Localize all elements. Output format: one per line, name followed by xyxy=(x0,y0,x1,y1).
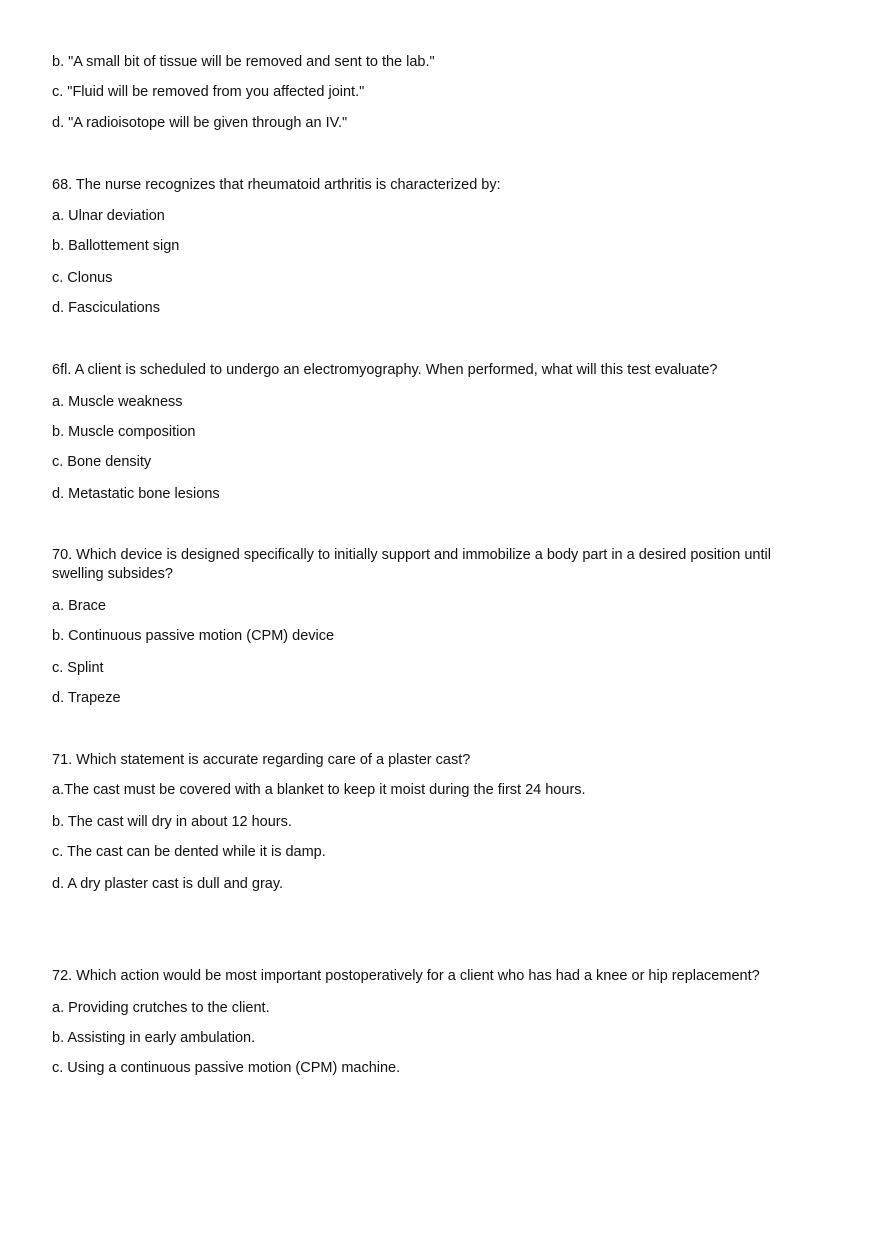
prev-option-d: d. "A radioisotope will be given through an IV." xyxy=(52,115,348,131)
q68-option-b: b. Ballottement sign xyxy=(52,238,180,254)
q69-option-d: d. Metastatic bone lesions xyxy=(52,486,220,502)
q72-option-a: a. Providing crutches to the client. xyxy=(52,1000,270,1016)
q70-option-b: b. Continuous passive motion (CPM) device xyxy=(52,628,335,644)
question-71: 71. Which statement is accurate regarding care of a plaster cast? xyxy=(52,752,471,768)
question-72: 72. Which action would be most important postoperatively for a client who has had a knee or hip replacement? xyxy=(52,968,760,984)
q70-option-a: a. Brace xyxy=(52,598,106,614)
q69-option-c: c. Bone density xyxy=(52,454,152,470)
q69-option-b: b. Muscle composition xyxy=(52,424,196,440)
question-68: 68. The nurse recognizes that rheumatoid arthritis is characterized by: xyxy=(52,177,501,193)
question-69: 6fl. A client is scheduled to undergo an electromyography. When performed, what will this test evaluate? xyxy=(52,362,718,378)
q69-option-a: a. Muscle weakness xyxy=(52,394,183,410)
q68-option-d: d. Fasciculations xyxy=(52,300,160,316)
q72-option-b: b. Assisting in early ambulation. xyxy=(52,1030,256,1046)
prev-option-c: c. "Fluid will be removed from you affected joint." xyxy=(52,84,365,100)
q71-option-c: c. The cast can be dented while it is damp. xyxy=(52,844,326,860)
prev-option-b: b. "A small bit of tissue will be removed and sent to the lab." xyxy=(52,54,435,70)
q68-option-c: c. Clonus xyxy=(52,270,113,286)
q70-option-d: d. Trapeze xyxy=(52,690,121,706)
q72-option-c: c. Using a continuous passive motion (CPM) machine. xyxy=(52,1060,401,1076)
q68-option-a: a. Ulnar deviation xyxy=(52,208,165,224)
question-70: 70. Which device is designed specifically to initially support and immobilize a body part in a desired position until swelling subsides? xyxy=(52,547,771,582)
q71-option-d: d. A dry plaster cast is dull and gray. xyxy=(52,876,284,892)
q70-option-c: c. Splint xyxy=(52,660,104,676)
q71-option-a: a.The cast must be covered with a blanket to keep it moist during the first 24 hours. xyxy=(52,782,586,798)
q71-option-b: b. The cast will dry in about 12 hours. xyxy=(52,814,292,830)
